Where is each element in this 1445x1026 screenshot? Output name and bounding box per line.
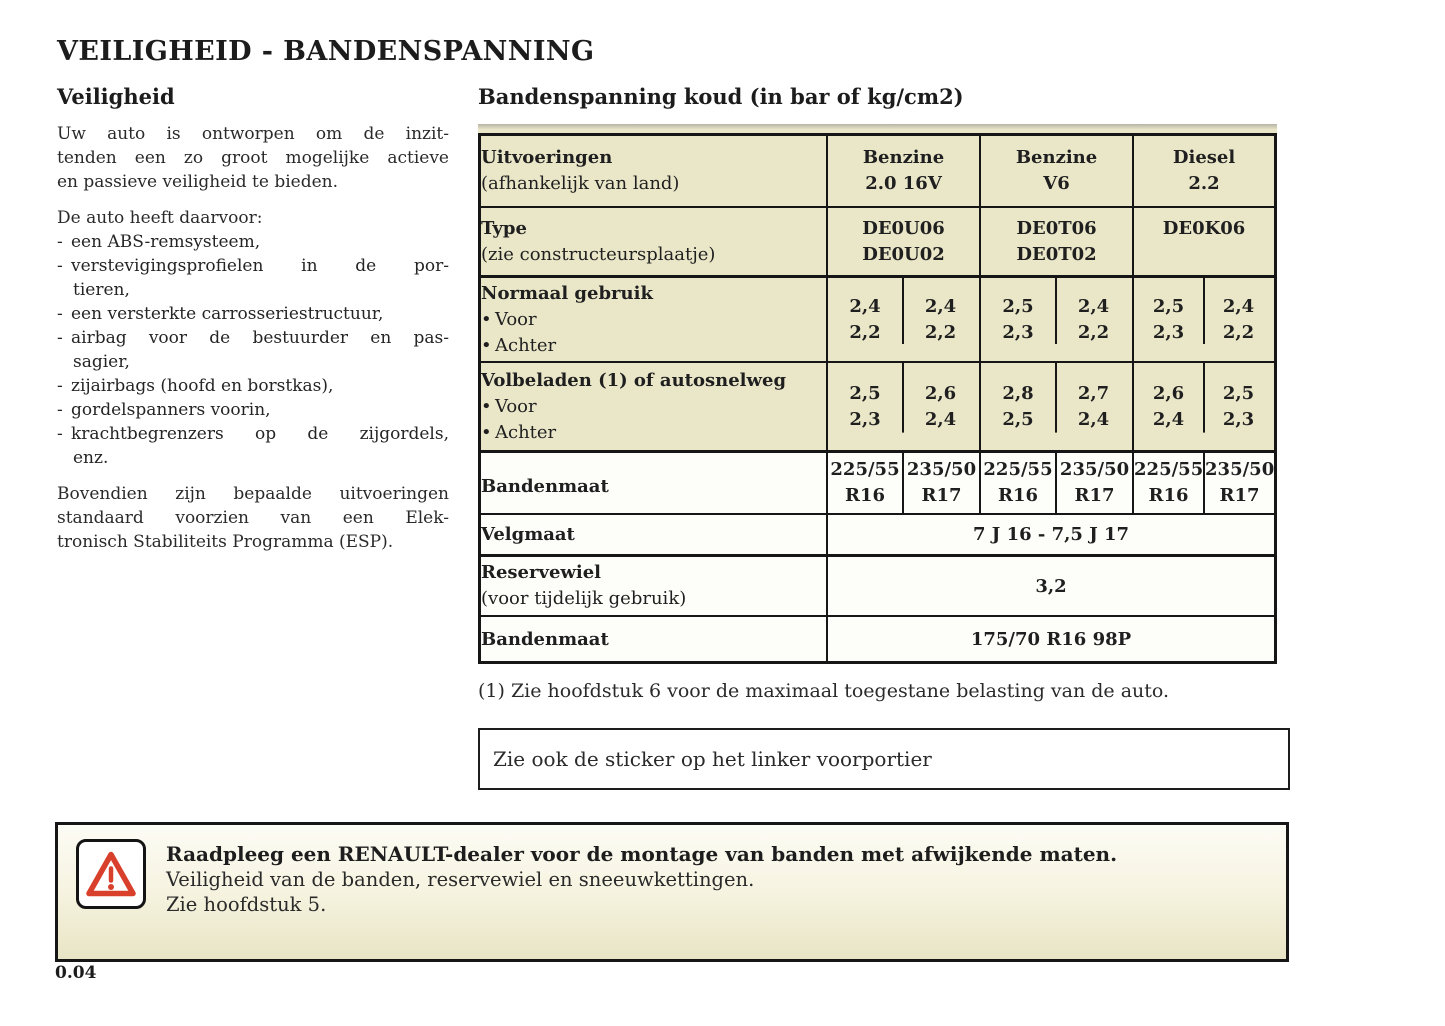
row-volbeladen: Volbeladen (1) of autosnelweg • Voor • Achter 2,5 2,3 2,6 2,4 2,8 2,5 2,7 2,4 2,6 2,4 2,5 2,3 — [481, 363, 1274, 453]
list-item: - zijairbags (hoofd en borstkas), — [57, 376, 334, 396]
list-item: - een ABS-remsysteem, — [57, 232, 261, 252]
list-item: - een versterkte carrosseriestructuur, — [57, 304, 384, 324]
row-type — [481, 208, 1274, 278]
rim-size-value: 7 J 16 - 7,5 J 17 — [826, 515, 1274, 557]
page-number: 0.04 — [55, 963, 97, 983]
sticker-note-box — [478, 728, 1290, 790]
paragraph-daarvoor: De auto heeft daarvoor: — [57, 208, 263, 228]
dash-marker: - — [57, 232, 63, 252]
dash-marker: - — [57, 400, 63, 420]
type-cell: DE0K06 — [1132, 208, 1274, 278]
warning-text: Raadpleeg een RENAULT-dealer voor de montage van banden met afwijkende maten. Veiligheid van de banden, reservewiel en sneeuwkettingen. Zie hoofdstuk 5. — [166, 842, 1118, 916]
row-normaal-gebruik: Normaal gebruik • Voor • Achter 2,4 2,2 2,4 2,2 2,5 2,3 2,4 2,2 2,5 2,3 2,4 2,2 — [481, 278, 1274, 363]
row-label: Normaal gebruik — [481, 282, 653, 304]
tire-size-cell: 235/50 R17 — [1203, 453, 1274, 515]
row-sublabel: (afhankelijk van land) — [481, 173, 680, 194]
scan-shadow — [478, 124, 1277, 133]
warning-triangle-icon — [76, 839, 146, 909]
type-cell: DE0T06 DE0T02 — [979, 208, 1132, 278]
section-heading-veiligheid: Veiligheid — [57, 84, 175, 109]
paragraph-intro: Uw auto is ontworpen om de inzit- tenden een zo groot mogelijke actieve en passieve veiligheid te bieden. — [57, 124, 449, 192]
spare-tire-size-value: 175/70 R16 98P — [826, 617, 1274, 661]
pressure-cell: 2,5 2,3 — [826, 363, 902, 453]
paragraph-esp: Bovendien zijn bepaalde uitvoeringen standaard voorzien van een Elek- tronisch Stabiliteits Programma (ESP). — [57, 484, 449, 552]
bullet-marker: • — [481, 421, 492, 443]
pressure-cell: 2,4 2,2 — [1055, 278, 1132, 363]
dash-marker: - — [57, 424, 63, 444]
bullet-marker: • — [481, 308, 492, 330]
row-sublabel: (zie constructeursplaatje) — [481, 243, 716, 265]
sticker-note-text: Zie ook de sticker op het linker voorportier — [493, 747, 932, 771]
row-velgmaat — [481, 515, 1274, 557]
dash-marker: - — [57, 376, 63, 396]
pressure-cell: 2,4 2,2 — [826, 278, 902, 363]
row-label: Uitvoeringen — [481, 147, 613, 168]
col-header-benzine-20: Benzine 2.0 16V — [826, 136, 979, 208]
pressure-cell: 2,5 2,3 — [979, 278, 1055, 363]
footnote: (1) Zie hoofdstuk 6 voor de maximaal toegestane belasting van de auto. — [478, 680, 1170, 702]
row-label: Reservewiel — [481, 562, 602, 583]
list-item: - krachtbegrenzers op de zijgordels, — [57, 424, 449, 444]
row-sublabel: (voor tijdelijk gebruik) — [481, 588, 687, 609]
row-label: Volbeladen (1) of autosnelweg — [481, 369, 787, 391]
tire-pressure-table — [478, 133, 1277, 664]
col-header-benzine-v6: Benzine V6 — [979, 136, 1132, 208]
list-item-continuation: tieren, — [73, 280, 130, 300]
list-item-continuation: enz. — [73, 448, 109, 468]
pressure-cell: 2,8 2,5 — [979, 363, 1055, 453]
dash-marker: - — [57, 256, 63, 276]
section-heading-bandenspanning: Bandenspanning koud (in bar of kg/cm2) — [478, 84, 964, 109]
warning-box — [55, 822, 1289, 962]
col-header-diesel: Diesel 2.2 — [1132, 136, 1274, 208]
list-item-continuation: sagier, — [73, 352, 130, 372]
row-uitvoeringen — [481, 136, 1274, 208]
row-bandenmaat-reserve — [481, 617, 1274, 661]
pressure-cell: 2,6 2,4 — [1132, 363, 1203, 453]
pressure-cell: 2,5 2,3 — [1132, 278, 1203, 363]
tire-size-cell: 225/55 R16 — [1132, 453, 1203, 515]
list-item: - verstevigingsprofielen in de por- — [57, 256, 449, 276]
safety-section — [57, 84, 449, 554]
bullet-marker: • — [481, 334, 492, 356]
spare-pressure-value: 3,2 — [826, 557, 1274, 617]
pressure-cell: 2,4 2,2 — [1203, 278, 1274, 363]
pressure-cell: 2,6 2,4 — [902, 363, 979, 453]
tire-size-cell: 225/55 R16 — [826, 453, 902, 515]
bullet-marker: • — [481, 395, 492, 417]
safety-feature-list — [57, 230, 449, 470]
list-item: - airbag voor de bestuurder en pas- — [57, 328, 449, 348]
row-label: Bandenmaat — [481, 476, 609, 497]
pressure-cell: 2,5 2,3 — [1203, 363, 1274, 453]
tire-size-cell: 235/50 R17 — [1055, 453, 1132, 515]
list-item: - gordelspanners voorin, — [57, 400, 271, 420]
tire-size-cell: 235/50 R17 — [902, 453, 979, 515]
tire-size-cell: 225/55 R16 — [979, 453, 1055, 515]
row-label: Bandenmaat — [481, 628, 609, 650]
dash-marker: - — [57, 304, 63, 324]
pressure-cell: 2,4 2,2 — [902, 278, 979, 363]
pressure-cell: 2,7 2,4 — [1055, 363, 1132, 453]
dash-marker: - — [57, 328, 63, 348]
row-bandenmaat — [481, 453, 1274, 515]
tire-pressure-section — [478, 84, 1284, 790]
row-label: Velgmaat — [481, 524, 575, 545]
row-label: Type — [481, 217, 527, 239]
type-cell: DE0U06 DE0U02 — [826, 208, 979, 278]
page-title: VEILIGHEID - BANDENSPANNING — [57, 36, 595, 67]
row-reservewiel — [481, 557, 1274, 617]
